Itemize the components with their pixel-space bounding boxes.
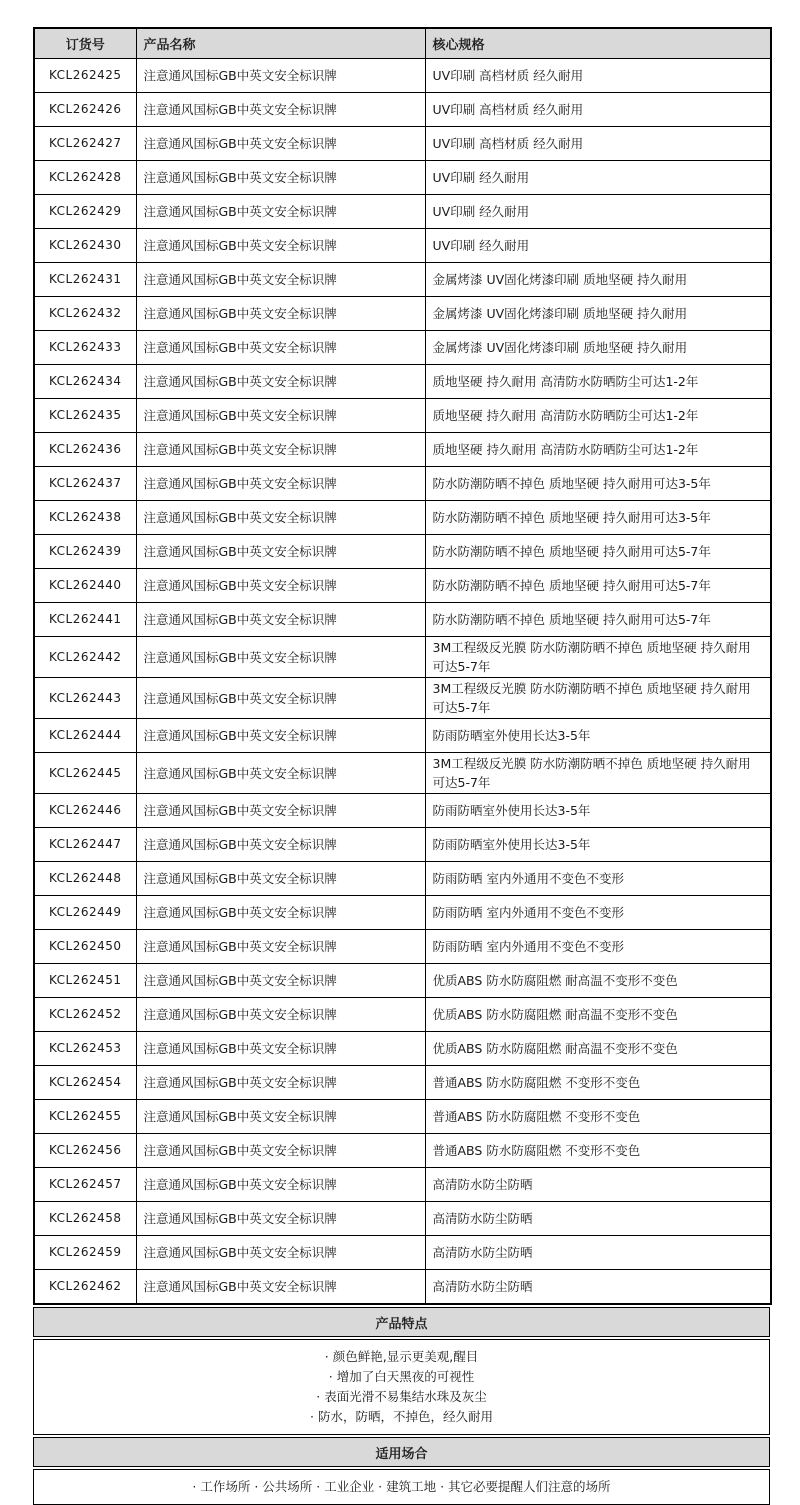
order-no-cell: KCL262459 xyxy=(34,1236,136,1270)
table-row xyxy=(34,1134,771,1168)
table-row xyxy=(34,365,771,399)
spec-cell: UV印刷 经久耐用 xyxy=(425,195,771,229)
order-no-cell: KCL262450 xyxy=(34,930,136,964)
column-header-product-name: 产品名称 xyxy=(136,28,425,59)
order-no-cell: KCL262439 xyxy=(34,535,136,569)
table-row xyxy=(34,331,771,365)
table-row xyxy=(34,161,771,195)
table-row xyxy=(34,1202,771,1236)
order-no-cell: KCL262457 xyxy=(34,1168,136,1202)
spec-cell: 防雨防晒室外使用长达3-5年 xyxy=(425,828,771,862)
table-row xyxy=(34,1270,771,1305)
table-row xyxy=(34,753,771,794)
table-row xyxy=(34,637,771,678)
product-name-cell: 注意通风国标GB中英文安全标识牌 xyxy=(136,678,425,719)
product-name-cell: 注意通风国标GB中英文安全标识牌 xyxy=(136,896,425,930)
spec-cell: 防雨防晒室外使用长达3-5年 xyxy=(425,794,771,828)
product-name-cell: 注意通风国标GB中英文安全标识牌 xyxy=(136,1236,425,1270)
order-no-cell: KCL262452 xyxy=(34,998,136,1032)
order-no-cell: KCL262444 xyxy=(34,719,136,753)
feature-item: · 颜色鲜艳,显示更美观,醒目 xyxy=(324,1349,479,1364)
order-no-cell: KCL262448 xyxy=(34,862,136,896)
product-name-cell: 注意通风国标GB中英文安全标识牌 xyxy=(136,1032,425,1066)
table-row xyxy=(34,603,771,637)
table-row xyxy=(34,862,771,896)
product-name-cell: 注意通风国标GB中英文安全标识牌 xyxy=(136,1100,425,1134)
order-no-cell: KCL262441 xyxy=(34,603,136,637)
product-name-cell: 注意通风国标GB中英文安全标识牌 xyxy=(136,637,425,678)
feature-item: · 防水，防晒，不掉色，经久耐用 xyxy=(310,1409,493,1424)
features-list xyxy=(33,1339,770,1435)
product-name-cell: 注意通风国标GB中英文安全标识牌 xyxy=(136,794,425,828)
product-name-cell: 注意通风国标GB中英文安全标识牌 xyxy=(136,603,425,637)
spec-cell: UV印刷 经久耐用 xyxy=(425,161,771,195)
spec-cell: 金属烤漆 UV固化烤漆印刷 质地坚硬 持久耐用 xyxy=(425,297,771,331)
order-no-cell: KCL262432 xyxy=(34,297,136,331)
product-name-cell: 注意通风国标GB中英文安全标识牌 xyxy=(136,229,425,263)
order-no-cell: KCL262430 xyxy=(34,229,136,263)
table-row xyxy=(34,964,771,998)
features-section-header: 产品特点 xyxy=(33,1307,770,1337)
spec-cell: 优质ABS 防水防腐阻燃 耐高温不变形不变色 xyxy=(425,1032,771,1066)
spec-cell: 优质ABS 防水防腐阻燃 耐高温不变形不变色 xyxy=(425,964,771,998)
order-no-cell: KCL262443 xyxy=(34,678,136,719)
table-row xyxy=(34,535,771,569)
column-header-core-spec: 核心规格 xyxy=(425,28,771,59)
table-row xyxy=(34,569,771,603)
order-no-cell: KCL262440 xyxy=(34,569,136,603)
product-name-cell: 注意通风国标GB中英文安全标识牌 xyxy=(136,753,425,794)
table-header xyxy=(34,28,771,59)
order-no-cell: KCL262436 xyxy=(34,433,136,467)
spec-cell: 防雨防晒 室内外通用不变色不变形 xyxy=(425,930,771,964)
table-row xyxy=(34,1100,771,1134)
table-row xyxy=(34,433,771,467)
table-row xyxy=(34,719,771,753)
feature-item: · 表面光滑不易集结水珠及灰尘 xyxy=(316,1389,487,1404)
product-name-cell: 注意通风国标GB中英文安全标识牌 xyxy=(136,365,425,399)
spec-cell: UV印刷 经久耐用 xyxy=(425,229,771,263)
product-name-cell: 注意通风国标GB中英文安全标识牌 xyxy=(136,862,425,896)
spec-cell: 3M工程级反光膜 防水防潮防晒不掉色 质地坚硬 持久耐用可达5-7年 xyxy=(425,753,771,794)
order-no-cell: KCL262451 xyxy=(34,964,136,998)
table-row xyxy=(34,467,771,501)
spec-cell: UV印刷 高档材质 经久耐用 xyxy=(425,93,771,127)
order-no-cell: KCL262426 xyxy=(34,93,136,127)
spec-cell: 高清防水防尘防晒 xyxy=(425,1168,771,1202)
order-no-cell: KCL262456 xyxy=(34,1134,136,1168)
table-row xyxy=(34,930,771,964)
product-name-cell: 注意通风国标GB中英文安全标识牌 xyxy=(136,195,425,229)
order-no-cell: KCL262442 xyxy=(34,637,136,678)
table-row xyxy=(34,229,771,263)
product-name-cell: 注意通风国标GB中英文安全标识牌 xyxy=(136,1202,425,1236)
table-row xyxy=(34,794,771,828)
order-no-cell: KCL262462 xyxy=(34,1270,136,1305)
spec-cell: 普通ABS 防水防腐阻燃 不变形不变色 xyxy=(425,1066,771,1100)
spec-cell: UV印刷 高档材质 经久耐用 xyxy=(425,127,771,161)
product-name-cell: 注意通风国标GB中英文安全标识牌 xyxy=(136,467,425,501)
spec-cell: 防水防潮防晒不掉色 质地坚硬 持久耐用可达3-5年 xyxy=(425,501,771,535)
product-name-cell: 注意通风国标GB中英文安全标识牌 xyxy=(136,930,425,964)
product-name-cell: 注意通风国标GB中英文安全标识牌 xyxy=(136,1168,425,1202)
table-row xyxy=(34,93,771,127)
table-row xyxy=(34,1168,771,1202)
product-name-cell: 注意通风国标GB中英文安全标识牌 xyxy=(136,719,425,753)
table-row xyxy=(34,828,771,862)
spec-cell: 质地坚硬 持久耐用 高清防水防晒防尘可达1-2年 xyxy=(425,399,771,433)
spec-cell: 防雨防晒室外使用长达3-5年 xyxy=(425,719,771,753)
product-name-cell: 注意通风国标GB中英文安全标识牌 xyxy=(136,1066,425,1100)
spec-cell: 防水防潮防晒不掉色 质地坚硬 持久耐用可达5-7年 xyxy=(425,535,771,569)
order-no-cell: KCL262433 xyxy=(34,331,136,365)
product-spec-sheet xyxy=(33,27,770,1505)
table-row xyxy=(34,1032,771,1066)
product-name-cell: 注意通风国标GB中英文安全标识牌 xyxy=(136,964,425,998)
scenes-section-header: 适用场合 xyxy=(33,1437,770,1467)
spec-cell: 优质ABS 防水防腐阻燃 耐高温不变形不变色 xyxy=(425,998,771,1032)
spec-cell: 质地坚硬 持久耐用 高清防水防晒防尘可达1-2年 xyxy=(425,365,771,399)
header-row xyxy=(34,28,771,59)
product-name-cell: 注意通风国标GB中英文安全标识牌 xyxy=(136,1134,425,1168)
spec-cell: 普通ABS 防水防腐阻燃 不变形不变色 xyxy=(425,1100,771,1134)
order-no-cell: KCL262434 xyxy=(34,365,136,399)
scenes-text: · 工作场所 · 公共场所 · 工业企业 · 建筑工地 · 其它必要提醒人们注意的场所 xyxy=(33,1469,770,1505)
product-name-cell: 注意通风国标GB中英文安全标识牌 xyxy=(136,828,425,862)
order-no-cell: KCL262445 xyxy=(34,753,136,794)
order-no-cell: KCL262429 xyxy=(34,195,136,229)
spec-cell: 普通ABS 防水防腐阻燃 不变形不变色 xyxy=(425,1134,771,1168)
order-no-cell: KCL262427 xyxy=(34,127,136,161)
order-no-cell: KCL262428 xyxy=(34,161,136,195)
order-no-cell: KCL262437 xyxy=(34,467,136,501)
spec-cell: 防水防潮防晒不掉色 质地坚硬 持久耐用可达5-7年 xyxy=(425,569,771,603)
table-row xyxy=(34,59,771,93)
table-row xyxy=(34,1066,771,1100)
product-name-cell: 注意通风国标GB中英文安全标识牌 xyxy=(136,127,425,161)
product-name-cell: 注意通风国标GB中英文安全标识牌 xyxy=(136,399,425,433)
table-row xyxy=(34,263,771,297)
table-row xyxy=(34,297,771,331)
order-no-cell: KCL262454 xyxy=(34,1066,136,1100)
product-name-cell: 注意通风国标GB中英文安全标识牌 xyxy=(136,535,425,569)
spec-cell: 金属烤漆 UV固化烤漆印刷 质地坚硬 持久耐用 xyxy=(425,331,771,365)
spec-cell: UV印刷 高档材质 经久耐用 xyxy=(425,59,771,93)
spec-cell: 高清防水防尘防晒 xyxy=(425,1202,771,1236)
product-table xyxy=(33,27,772,1305)
product-name-cell: 注意通风国标GB中英文安全标识牌 xyxy=(136,331,425,365)
order-no-cell: KCL262438 xyxy=(34,501,136,535)
spec-cell: 防水防潮防晒不掉色 质地坚硬 持久耐用可达3-5年 xyxy=(425,467,771,501)
column-header-order-no: 订货号 xyxy=(34,28,136,59)
product-name-cell: 注意通风国标GB中英文安全标识牌 xyxy=(136,433,425,467)
table-row xyxy=(34,501,771,535)
product-name-cell: 注意通风国标GB中英文安全标识牌 xyxy=(136,93,425,127)
table-row xyxy=(34,195,771,229)
table-row xyxy=(34,127,771,161)
table-body xyxy=(34,59,771,1305)
order-no-cell: KCL262425 xyxy=(34,59,136,93)
product-name-cell: 注意通风国标GB中英文安全标识牌 xyxy=(136,1270,425,1305)
product-name-cell: 注意通风国标GB中英文安全标识牌 xyxy=(136,297,425,331)
order-no-cell: KCL262446 xyxy=(34,794,136,828)
spec-cell: 防水防潮防晒不掉色 质地坚硬 持久耐用可达5-7年 xyxy=(425,603,771,637)
spec-cell: 防雨防晒 室内外通用不变色不变形 xyxy=(425,862,771,896)
order-no-cell: KCL262449 xyxy=(34,896,136,930)
order-no-cell: KCL262453 xyxy=(34,1032,136,1066)
order-no-cell: KCL262458 xyxy=(34,1202,136,1236)
spec-cell: 3M工程级反光膜 防水防潮防晒不掉色 质地坚硬 持久耐用可达5-7年 xyxy=(425,678,771,719)
spec-cell: 防雨防晒 室内外通用不变色不变形 xyxy=(425,896,771,930)
spec-cell: 高清防水防尘防晒 xyxy=(425,1270,771,1305)
order-no-cell: KCL262447 xyxy=(34,828,136,862)
spec-cell: 质地坚硬 持久耐用 高清防水防晒防尘可达1-2年 xyxy=(425,433,771,467)
table-row xyxy=(34,399,771,433)
table-row xyxy=(34,678,771,719)
spec-cell: 高清防水防尘防晒 xyxy=(425,1236,771,1270)
order-no-cell: KCL262435 xyxy=(34,399,136,433)
order-no-cell: KCL262455 xyxy=(34,1100,136,1134)
product-name-cell: 注意通风国标GB中英文安全标识牌 xyxy=(136,59,425,93)
product-name-cell: 注意通风国标GB中英文安全标识牌 xyxy=(136,161,425,195)
spec-cell: 3M工程级反光膜 防水防潮防晒不掉色 质地坚硬 持久耐用可达5-7年 xyxy=(425,637,771,678)
product-name-cell: 注意通风国标GB中英文安全标识牌 xyxy=(136,501,425,535)
product-name-cell: 注意通风国标GB中英文安全标识牌 xyxy=(136,263,425,297)
product-name-cell: 注意通风国标GB中英文安全标识牌 xyxy=(136,998,425,1032)
product-name-cell: 注意通风国标GB中英文安全标识牌 xyxy=(136,569,425,603)
table-row xyxy=(34,1236,771,1270)
order-no-cell: KCL262431 xyxy=(34,263,136,297)
spec-cell: 金属烤漆 UV固化烤漆印刷 质地坚硬 持久耐用 xyxy=(425,263,771,297)
table-row xyxy=(34,998,771,1032)
table-row xyxy=(34,896,771,930)
feature-item: · 增加了白天黑夜的可视性 xyxy=(328,1369,475,1384)
